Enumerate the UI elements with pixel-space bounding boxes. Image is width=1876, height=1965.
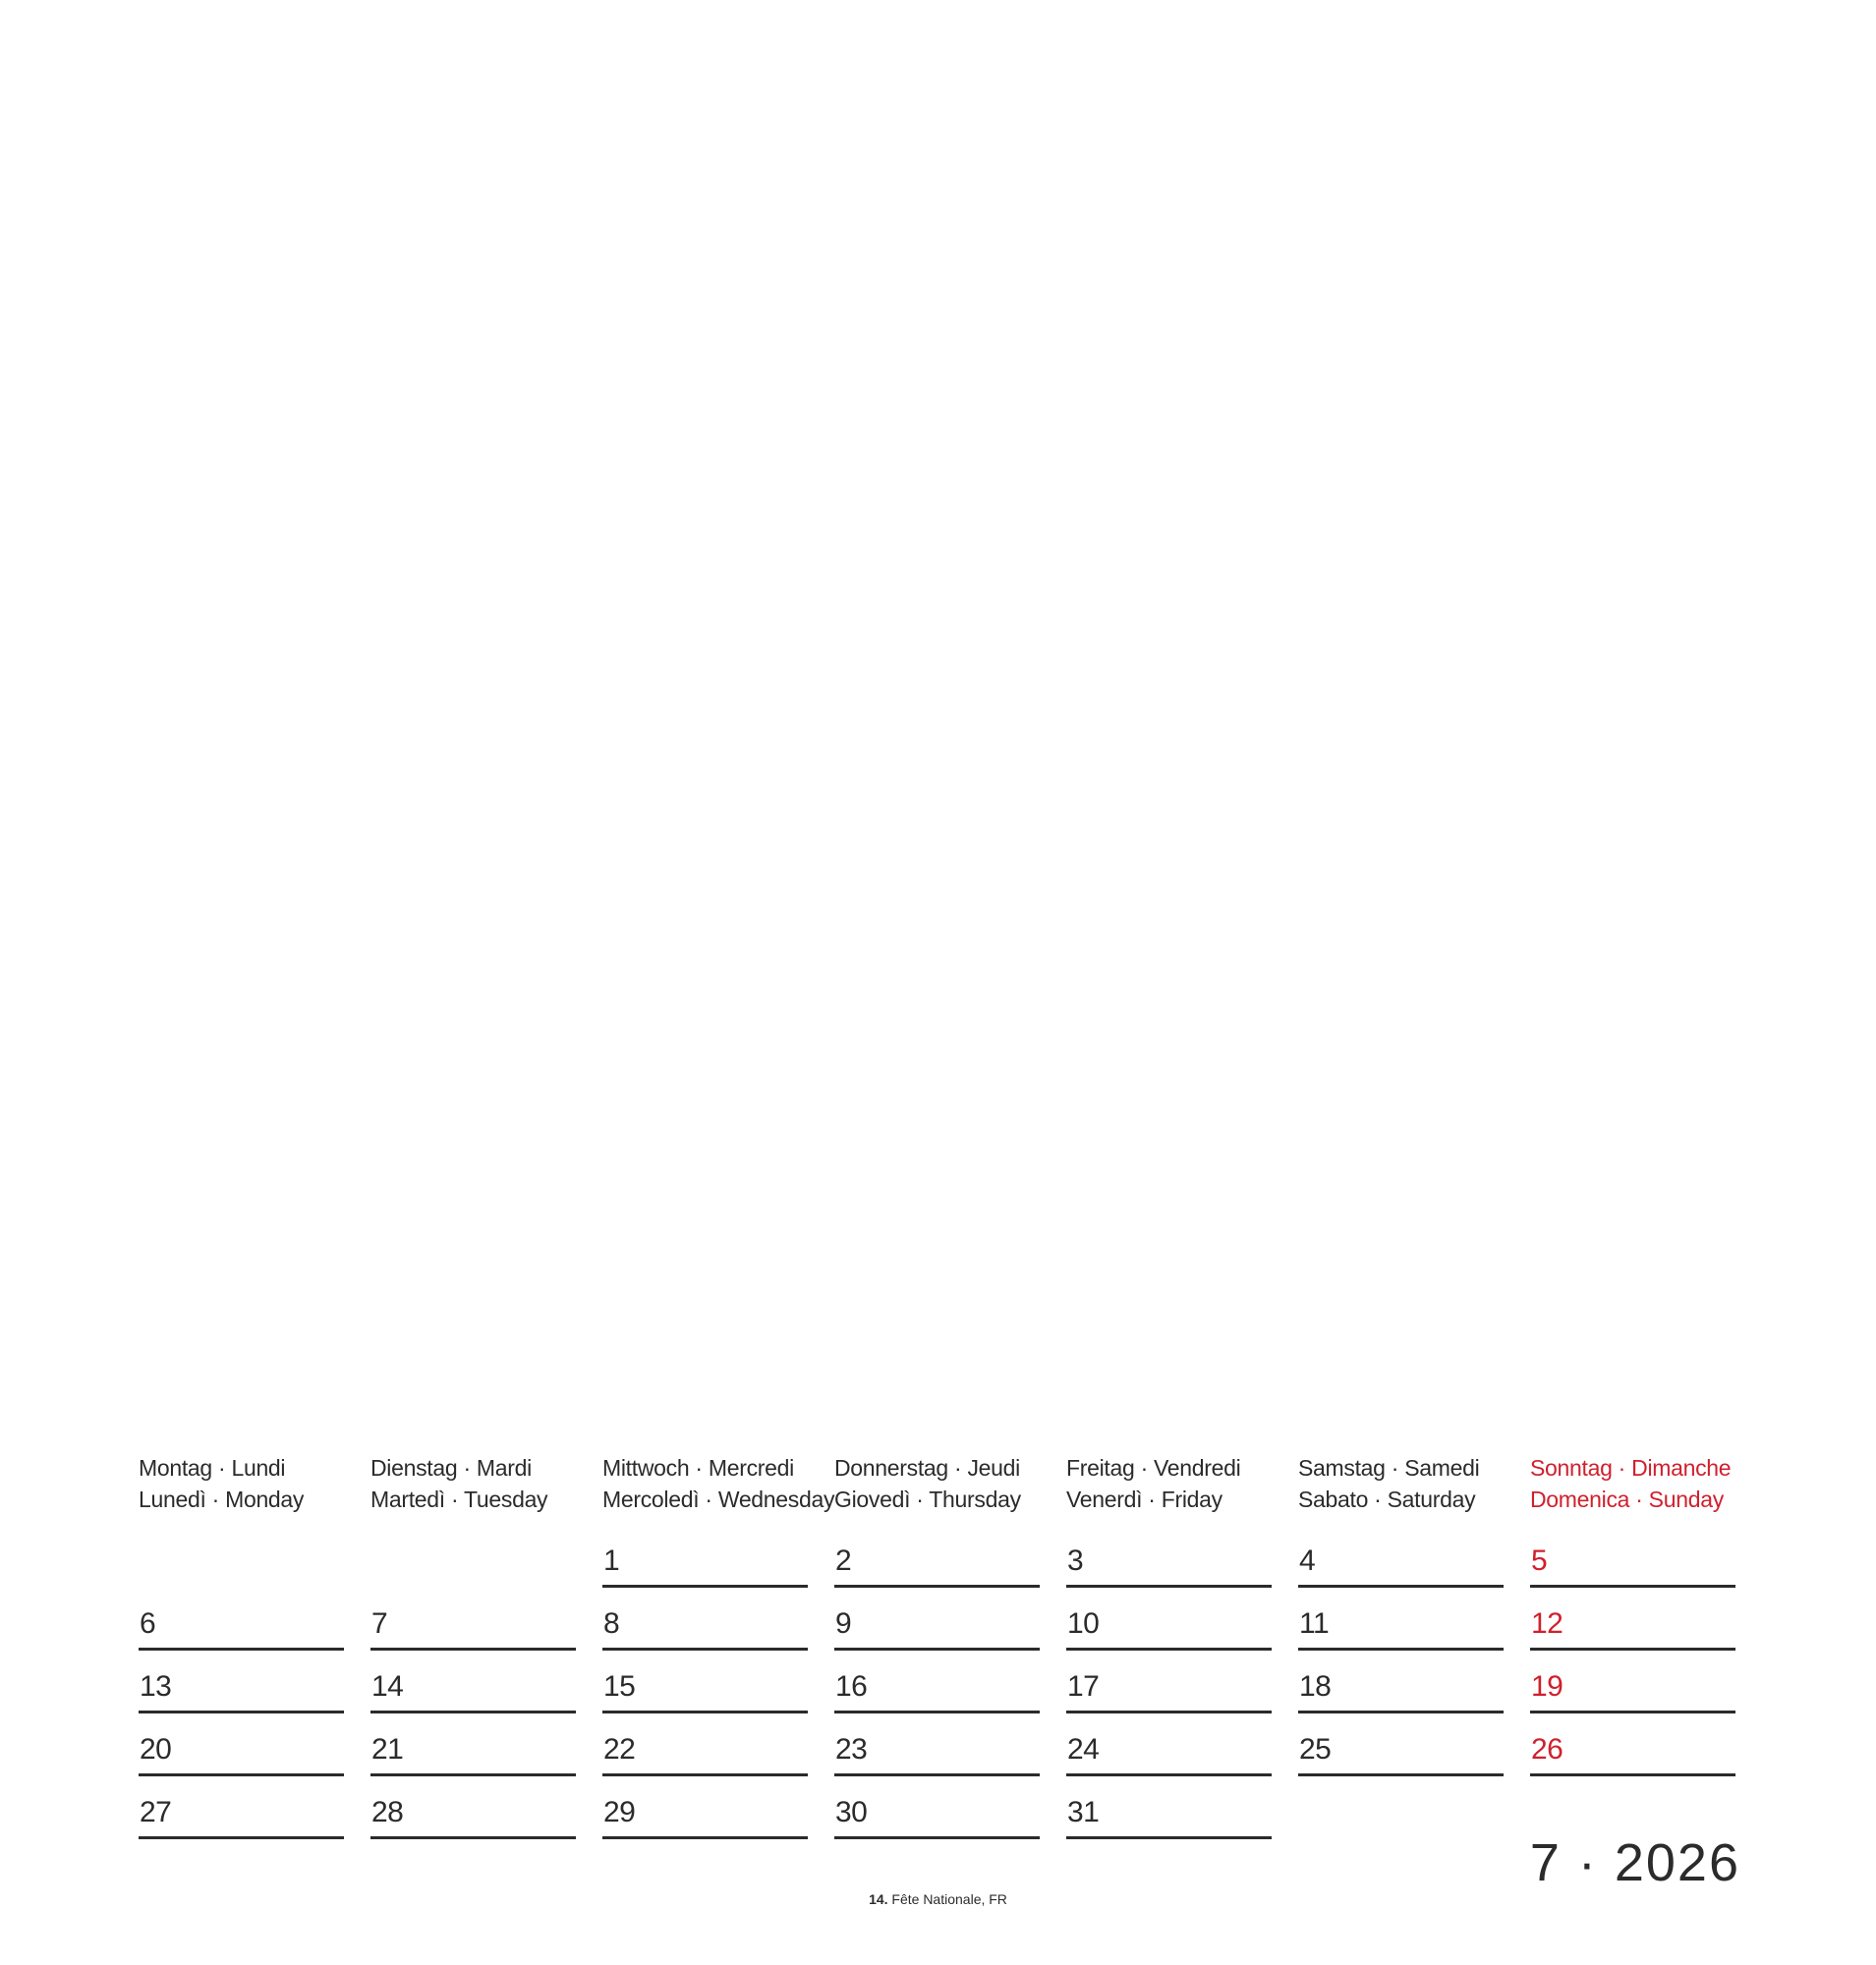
weekday-header-row xyxy=(139,1452,1740,1525)
weekday-header-sunday xyxy=(1530,1452,1735,1525)
day-number: 19 xyxy=(1531,1670,1563,1703)
day-cell[interactable] xyxy=(602,1525,808,1588)
day-cell[interactable] xyxy=(1530,1525,1735,1588)
day-cell[interactable] xyxy=(1066,1525,1272,1588)
weekday-label-line1: Montag · Lundi xyxy=(139,1455,286,1481)
day-cell[interactable] xyxy=(1530,1713,1735,1776)
empty-day-cell xyxy=(370,1525,576,1588)
day-number: 24 xyxy=(1067,1733,1100,1766)
day-number: 22 xyxy=(603,1733,636,1766)
day-cell[interactable] xyxy=(370,1588,576,1651)
weekday-label-line2: Lunedì · Monday xyxy=(139,1487,305,1512)
day-number: 4 xyxy=(1299,1544,1316,1577)
day-cell[interactable] xyxy=(834,1588,1040,1651)
weekday-label-line1: Donnerstag · Jeudi xyxy=(834,1455,1020,1481)
day-number: 6 xyxy=(140,1607,156,1640)
day-number: 14 xyxy=(371,1670,404,1703)
weekday-header-monday xyxy=(139,1452,344,1525)
day-cell[interactable] xyxy=(370,1651,576,1713)
day-cell[interactable] xyxy=(1298,1588,1504,1651)
day-cell[interactable] xyxy=(370,1713,576,1776)
day-number: 12 xyxy=(1531,1607,1563,1640)
day-number: 9 xyxy=(835,1607,852,1640)
weekday-header-tuesday xyxy=(370,1452,576,1525)
day-cell[interactable] xyxy=(834,1713,1040,1776)
week-row xyxy=(139,1525,1740,1588)
day-number: 27 xyxy=(140,1796,172,1828)
holiday-note xyxy=(0,1890,1876,1908)
day-number: 17 xyxy=(1067,1670,1100,1703)
day-number: 25 xyxy=(1299,1733,1332,1766)
day-number: 16 xyxy=(835,1670,868,1703)
day-cell[interactable] xyxy=(139,1588,344,1651)
day-number: 15 xyxy=(603,1670,636,1703)
empty-day-cell xyxy=(1530,1776,1735,1839)
day-number: 2 xyxy=(835,1544,852,1577)
weekday-label-line2: Giovedì · Thursday xyxy=(834,1487,1021,1512)
day-number: 1 xyxy=(603,1544,620,1577)
weekday-header-wednesday xyxy=(602,1452,835,1525)
weekday-label-line2: Mercoledì · Wednesday xyxy=(602,1487,835,1512)
day-cell[interactable] xyxy=(1298,1713,1504,1776)
day-number: 26 xyxy=(1531,1733,1563,1766)
day-cell[interactable] xyxy=(139,1651,344,1713)
day-cell[interactable] xyxy=(1298,1525,1504,1588)
weekday-header-friday xyxy=(1066,1452,1272,1525)
empty-day-cell xyxy=(1298,1776,1504,1839)
weekday-label-line1: Mittwoch · Mercredi xyxy=(602,1455,794,1481)
weekday-header-thursday xyxy=(834,1452,1040,1525)
weekday-label-line2: Venerdì · Friday xyxy=(1066,1487,1222,1512)
weekday-label-line1: Samstag · Samedi xyxy=(1298,1455,1480,1481)
day-number: 13 xyxy=(140,1670,172,1703)
week-row xyxy=(139,1651,1740,1713)
day-cell[interactable] xyxy=(602,1588,808,1651)
day-cell[interactable] xyxy=(602,1776,808,1839)
empty-day-cell xyxy=(139,1525,344,1588)
day-number: 31 xyxy=(1067,1796,1100,1828)
month-year-label: 7 · 2026 xyxy=(1529,1833,1740,1892)
day-number: 23 xyxy=(835,1733,868,1766)
day-cell[interactable] xyxy=(139,1713,344,1776)
day-number: 3 xyxy=(1067,1544,1084,1577)
day-number: 11 xyxy=(1299,1607,1330,1640)
day-cell[interactable] xyxy=(1066,1713,1272,1776)
weekday-label-line2: Domenica · Sunday xyxy=(1530,1487,1724,1512)
day-cell[interactable] xyxy=(834,1776,1040,1839)
day-number: 18 xyxy=(1299,1670,1332,1703)
day-cell[interactable] xyxy=(139,1776,344,1839)
day-cell[interactable] xyxy=(1066,1776,1272,1839)
weekday-label-line2: Sabato · Saturday xyxy=(1298,1487,1476,1512)
day-number: 7 xyxy=(371,1607,388,1640)
day-cell[interactable] xyxy=(1530,1651,1735,1713)
day-cell[interactable] xyxy=(834,1651,1040,1713)
weekday-header-saturday xyxy=(1298,1452,1504,1525)
week-row xyxy=(139,1776,1740,1839)
day-number: 29 xyxy=(603,1796,636,1828)
day-number: 20 xyxy=(140,1733,172,1766)
day-cell[interactable] xyxy=(602,1651,808,1713)
day-cell[interactable] xyxy=(602,1713,808,1776)
day-cell[interactable] xyxy=(1066,1588,1272,1651)
day-cell[interactable] xyxy=(834,1525,1040,1588)
weekday-label-line2: Martedì · Tuesday xyxy=(370,1487,548,1512)
day-number: 21 xyxy=(371,1733,404,1766)
day-cell[interactable] xyxy=(1066,1651,1272,1713)
day-cell[interactable] xyxy=(1530,1588,1735,1651)
day-cell[interactable] xyxy=(370,1776,576,1839)
day-number: 28 xyxy=(371,1796,404,1828)
day-number: 8 xyxy=(603,1607,620,1640)
weekday-label-line1: Freitag · Vendredi xyxy=(1066,1455,1241,1481)
weekday-label-line1: Sonntag · Dimanche xyxy=(1530,1455,1732,1481)
week-row xyxy=(139,1713,1740,1776)
day-cell[interactable] xyxy=(1298,1651,1504,1713)
weekday-label-line1: Dienstag · Mardi xyxy=(370,1455,532,1481)
month-grid xyxy=(139,1452,1740,1839)
week-rows xyxy=(139,1525,1740,1839)
week-row xyxy=(139,1588,1740,1651)
holiday-day: 14. xyxy=(869,1891,888,1907)
day-number: 10 xyxy=(1067,1607,1100,1640)
day-number: 5 xyxy=(1531,1544,1548,1577)
holiday-text: Fête Nationale, FR xyxy=(891,1891,1007,1907)
day-number: 30 xyxy=(835,1796,868,1828)
